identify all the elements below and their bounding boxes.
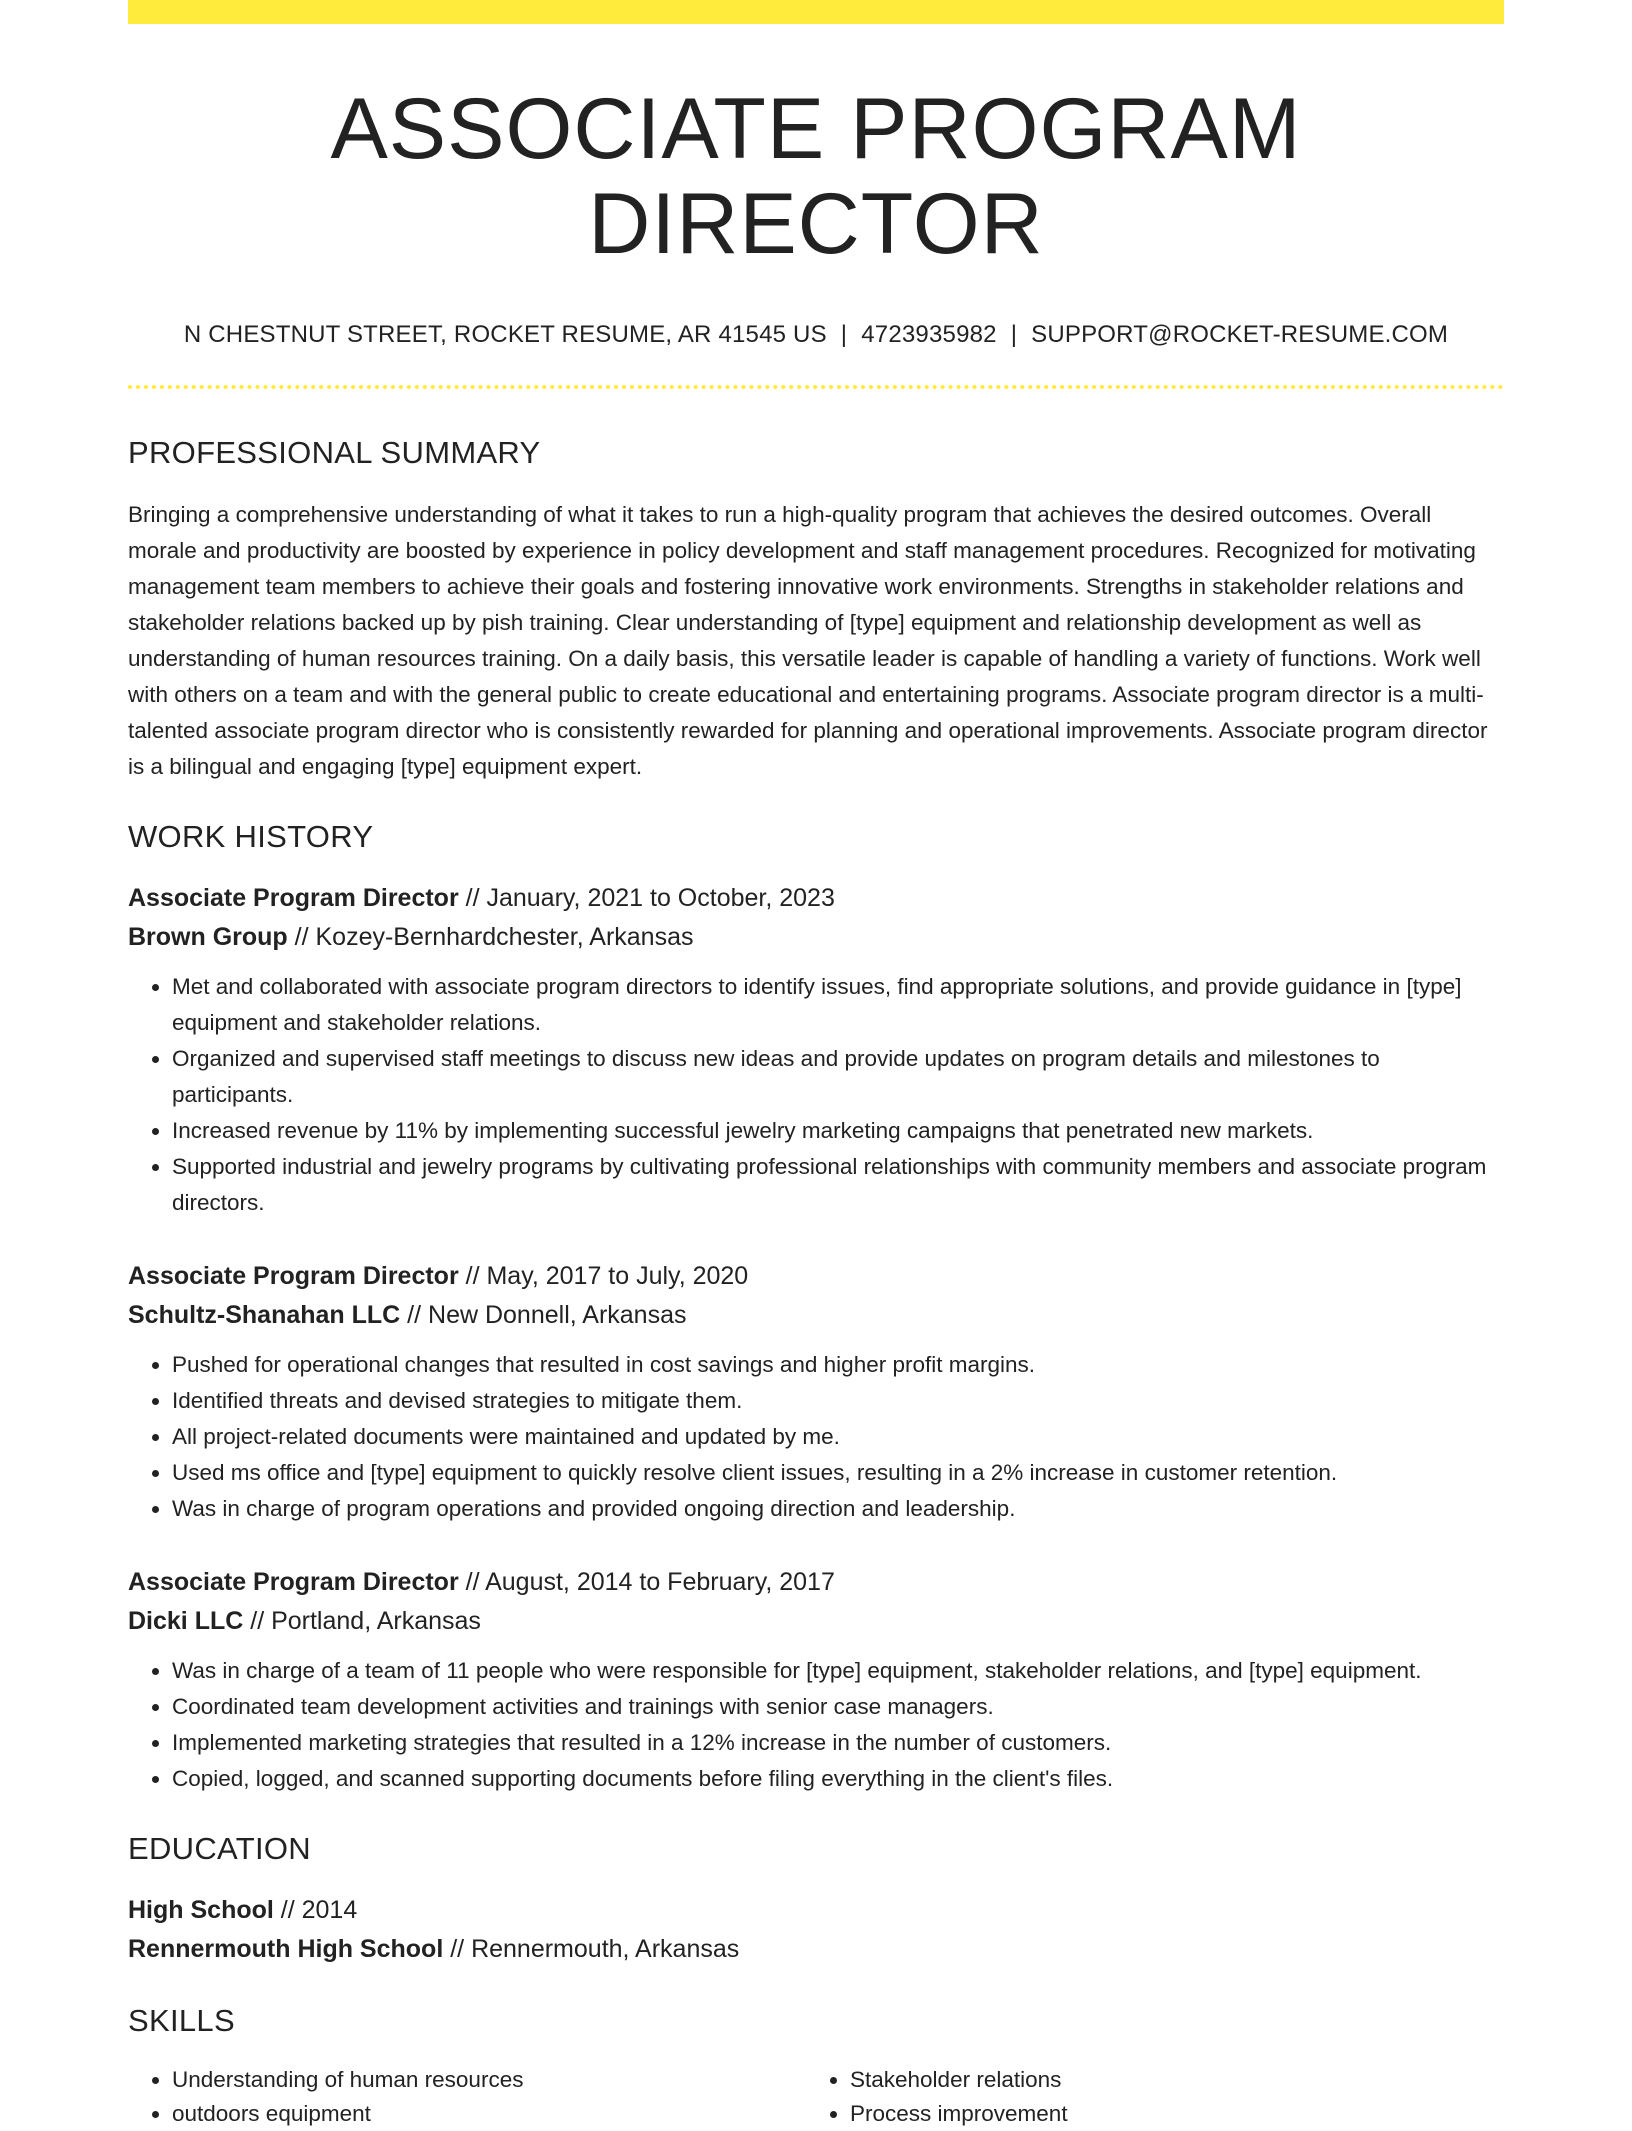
skill-item: • Stakeholder relations [850, 2063, 1484, 2097]
education-degree-line [128, 1891, 1504, 1930]
job-location: // New Donnell, Arkansas [400, 1301, 687, 1330]
job-bullet: • Increased revenue by 11% by implementing successful jewelry marketing campaigns that penetrated new markets. [172, 1113, 1504, 1149]
top-accent-bar [128, 0, 1504, 24]
skills-column-left [128, 2063, 806, 2131]
job-bullet: • Implemented marketing strategies that resulted in a 12% increase in the number of customers. [172, 1725, 1504, 1761]
job-company-line [128, 1296, 1504, 1335]
job-title-line [128, 1257, 1504, 1296]
education-school: Rennermouth High School [128, 1935, 444, 1964]
job-bullet: • Copied, logged, and scanned supporting documents before filing everything in the client's files. [172, 1761, 1504, 1797]
job-title: Associate Program Director [128, 884, 459, 913]
job-bullets [128, 1347, 1504, 1527]
education-location: // Rennermouth, Arkansas [443, 1935, 740, 1964]
job-bullet: • Supported industrial and jewelry programs by cultivating professional relationships with community members and associate program directors. [172, 1149, 1504, 1221]
job-bullet: • Coordinated team development activities and trainings with senior case managers. [172, 1689, 1504, 1725]
job-entry [128, 1257, 1504, 1527]
section-title-summary: PROFESSIONAL SUMMARY [128, 435, 541, 471]
job-bullet: • Identified threats and devised strategies to mitigate them. [172, 1383, 1504, 1419]
dotted-divider [128, 385, 1504, 389]
job-title-line [128, 879, 1504, 918]
education-degree: High School [128, 1896, 274, 1925]
skill-item: • Understanding of human resources [172, 2063, 806, 2097]
contact-separator: | [1010, 321, 1018, 349]
education-school-line [128, 1930, 1504, 1969]
job-company: Schultz-Shanahan LLC [128, 1301, 401, 1330]
skill-item: • outdoors equipment [172, 2097, 806, 2131]
job-company: Brown Group [128, 923, 288, 952]
job-company: Dicki LLC [128, 1607, 244, 1636]
skills-list [128, 2063, 1504, 2131]
job-location: // Kozey-Bernhardchester, Arkansas [287, 923, 694, 952]
job-bullet: • Pushed for operational changes that resulted in cost savings and higher profit margins. [172, 1347, 1504, 1383]
summary-text: Bringing a comprehensive understanding of what it takes to run a high-quality program that achieves the desired outcomes. Overall morale and productivity are boosted by experience in policy development and staff management procedures. Recognized for motivating management team members to achieve their goals and fostering innovative work environments. Strengths in stakeholder relations and stakeholder relations backed up by pish training. Clear understanding of [type] equipment and relationship development as well as understanding of human resources training. On a daily basis, this versatile leader is capable of handling a variety of functions. Work well with others on a team and with the general public to create educational and entertaining programs. Associate program director is a multi-talented associate program director who is consistently rewarded for planning and operational improvements. Associate program director is a bilingual and engaging [type] equipment expert. [128, 502, 1488, 780]
job-bullet: • All project-related documents were maintained and updated by me. [172, 1419, 1504, 1455]
resume-page [128, 0, 1504, 2131]
section-title-education: EDUCATION [128, 1831, 311, 1867]
education-entry [128, 1891, 1504, 1969]
job-company-line [128, 918, 1504, 957]
job-bullets [128, 1653, 1504, 1797]
job-location: // Portland, Arkansas [243, 1607, 481, 1636]
skill-item: • Process improvement [850, 2097, 1484, 2131]
job-dates: // May, 2017 to July, 2020 [458, 1262, 749, 1291]
job-dates: // January, 2021 to October, 2023 [458, 884, 835, 913]
address-text: N CHESTNUT STREET, ROCKET RESUME, AR 41545 US [183, 321, 827, 349]
contact-separator: | [840, 321, 848, 349]
job-bullet: • Was in charge of a team of 11 people who were responsible for [type] equipment, stakeholder relations, and [type] equipment. [172, 1653, 1504, 1689]
job-bullet: • Was in charge of program operations and provided ongoing direction and leadership. [172, 1491, 1504, 1527]
phone-text: 4723935982 [861, 321, 997, 349]
job-dates: // August, 2014 to February, 2017 [458, 1568, 835, 1597]
email-link[interactable]: SUPPORT@ROCKET-RESUME.COM [1031, 321, 1449, 349]
contact-line [128, 321, 1504, 349]
job-title-line [128, 1563, 1504, 1602]
job-title: Associate Program Director [128, 1262, 459, 1291]
job-company-line [128, 1602, 1504, 1641]
job-title: Associate Program Director [128, 1568, 459, 1597]
job-bullet: • Used ms office and [type] equipment to quickly resolve client issues, resulting in a 2% increase in customer retention. [172, 1455, 1504, 1491]
job-bullet: • Organized and supervised staff meetings to discuss new ideas and provide updates on program details and milestones to participants. [172, 1041, 1504, 1113]
job-entry [128, 1563, 1504, 1797]
section-title-skills: SKILLS [128, 2003, 235, 2039]
section-title-work-history: WORK HISTORY [128, 819, 374, 855]
page-title: ASSOCIATE PROGRAM DIRECTOR [330, 81, 1302, 272]
skills-column-right [806, 2063, 1484, 2131]
education-year: // 2014 [273, 1896, 358, 1925]
job-bullets [128, 969, 1504, 1221]
job-entry [128, 879, 1504, 1221]
job-bullet: • Met and collaborated with associate program directors to identify issues, find appropriate solutions, and provide guidance in [type] equipment and stakeholder relations. [172, 969, 1504, 1041]
